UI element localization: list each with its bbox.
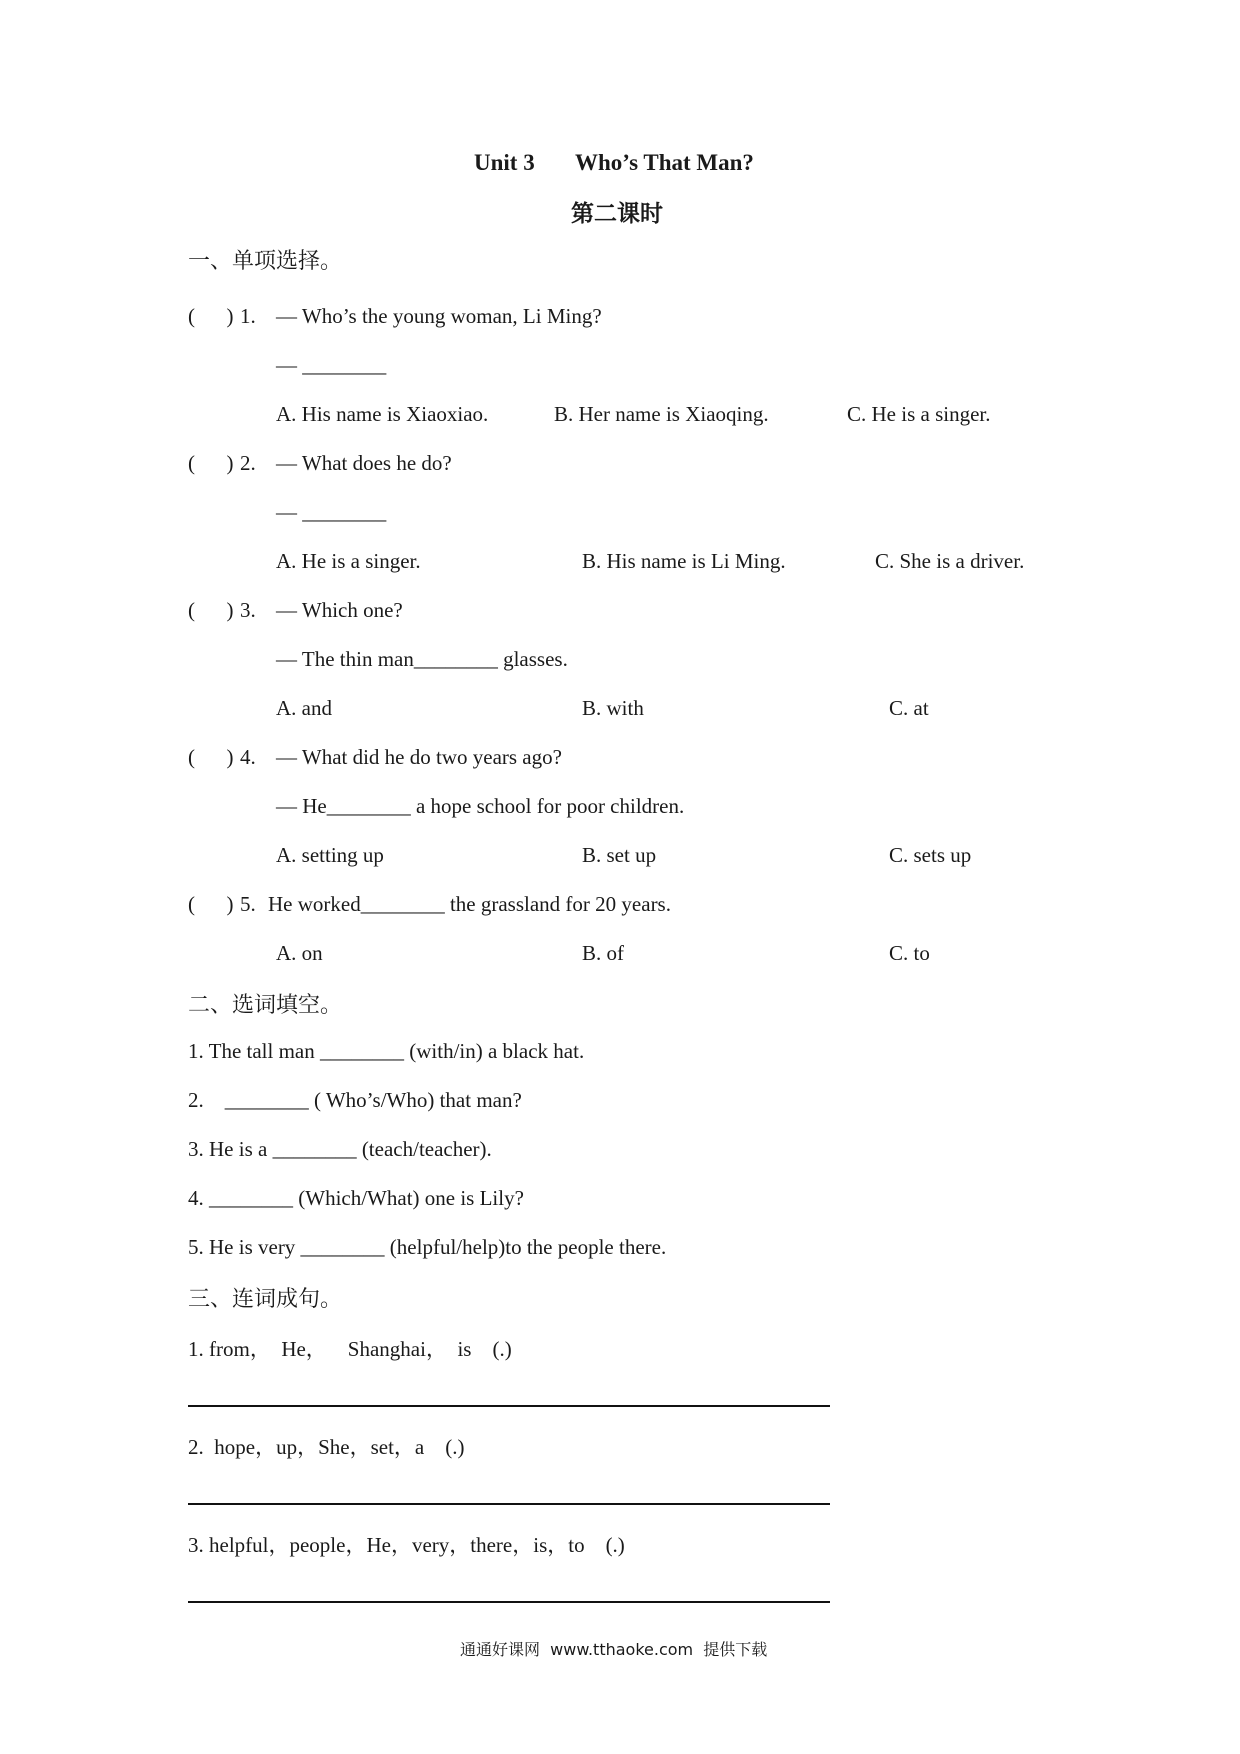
answer-writing-line[interactable] [188,1503,830,1505]
answer-bracket[interactable]: ( ) [188,745,234,769]
option-b: B. Her name is Xiaoqing. [554,402,769,426]
section3-heading: 三、连词成句。 [188,1286,343,1311]
answer-line-text: — He________ a hope school for poor children. [276,794,685,818]
option-c: C. sets up [889,843,972,867]
question-line: — What did he do two years ago? [276,745,562,769]
option-b: B. set up [582,843,657,867]
question-number: 2. [240,451,256,475]
answer-line-text: — ________ [276,500,387,524]
answer-bracket[interactable]: ( ) [188,598,234,622]
section1-heading: 一、单项选择。 [188,248,343,273]
question-number: 5. [240,892,256,916]
answer-bracket[interactable]: ( ) [188,892,234,916]
answer-line-text: — The thin man________ glasses. [276,647,568,671]
fill-item: 1. The tall man ________ (with/in) a black hat. [188,1039,585,1063]
option-c: C. She is a driver. [875,549,1025,573]
option-b: B. with [582,696,644,720]
option-b: B. His name is Li Ming. [582,549,786,573]
question-line: — Which one? [276,598,403,622]
fill-item: 3. He is a ________ (teach/teacher). [188,1137,492,1161]
option-b: B. of [582,941,624,965]
answer-bracket[interactable]: ( ) [188,451,234,475]
answer-bracket[interactable]: ( ) [188,304,234,328]
fill-item: 2. ________ ( Who’s/Who) that man? [188,1088,522,1112]
lesson-label: 第二课时 [571,201,663,226]
question-line: — What does he do? [276,451,452,475]
option-c: C. at [889,696,929,720]
answer-line-text: — ________ [276,353,387,377]
question-number: 3. [240,598,256,622]
question-line: He worked________ the grassland for 20 years. [268,892,671,916]
option-c: C. to [889,941,930,965]
question-number: 4. [240,745,256,769]
option-a: A. His name is Xiaoxiao. [276,402,489,426]
reorder-item: 2. hope，up，She，set，a (.) [188,1435,465,1459]
section2-heading: 二、选词填空。 [188,992,343,1017]
unit-label: Unit 3 [474,150,535,175]
fill-item: 5. He is very ________ (helpful/help)to the people there. [188,1235,667,1259]
option-a: A. on [276,941,323,965]
answer-writing-line[interactable] [188,1601,830,1603]
reorder-item: 1. from， He， Shanghai， is (.) [188,1337,512,1361]
option-a: A. setting up [276,843,384,867]
page-title: Who’s That Man? [575,150,754,175]
fill-item: 4. ________ (Which/What) one is Lily? [188,1186,524,1210]
answer-writing-line[interactable] [188,1405,830,1407]
reorder-item: 3. helpful，people，He，very，there，is，to (.) [188,1533,625,1557]
footer-credit: 通通好课网 www.tthaoke.com 提供下载 [460,1640,768,1659]
option-c: C. He is a singer. [847,402,991,426]
question-number: 1. [240,304,256,328]
option-a: A. He is a singer. [276,549,421,573]
option-a: A. and [276,696,332,720]
question-line: — Who’s the young woman, Li Ming? [276,304,602,328]
